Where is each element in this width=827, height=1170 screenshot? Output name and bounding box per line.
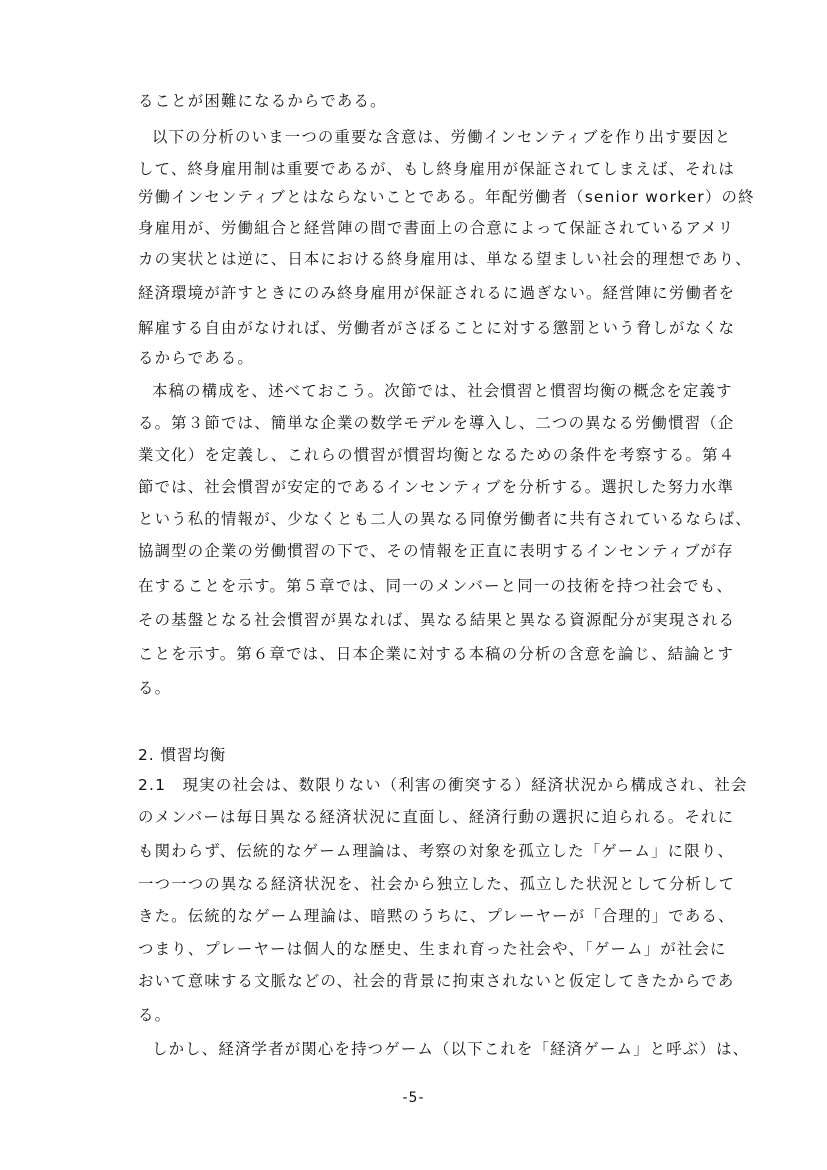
section-heading: 2. 慣習均衡 bbox=[138, 746, 227, 764]
text-line: 節では、社会慣習が安定的であるインセンティブを分析する。選択した努力水準 bbox=[138, 478, 735, 496]
text-line: おいて意味する文脈などの、社会的背景に拘束されないと仮定してきたからであ bbox=[138, 972, 735, 990]
text-line: るからである。 bbox=[138, 349, 254, 367]
text-line: 在することを示す。第５章では、同一のメンバーと同一の技術を持つ社会でも、 bbox=[138, 577, 733, 595]
text-line: カの実状とは逆に、日本における終身雇用は、単なる望ましい社会的理想であり、 bbox=[138, 250, 752, 268]
text-line: きた。伝統的なゲーム理論は、暗黙のうちに、プレーヤーが「合理的」である、 bbox=[138, 907, 735, 925]
text-line: という私的情報が、少なくとも二人の異なる同僚労働者に共有されているならば、 bbox=[138, 510, 752, 528]
text-line: 一つ一つの異なる経済状況を、社会から独立した、孤立した状況として分析して bbox=[138, 875, 736, 893]
text-line: 労働インセンティブとはならないことである。年配労働者（senior worker）の終 bbox=[138, 188, 755, 206]
text-line: ことを示す。第６章では、日本企業に対する本稿の分析の含意を論じ、結論とす bbox=[138, 645, 735, 663]
text-line: 以下の分析のいま一つの重要な含意は、労働インセンティブを作り出す要因と bbox=[152, 128, 732, 146]
text-line: る。 bbox=[138, 1006, 172, 1024]
text-line: 2.1 現実の社会は、数限りない（利害の衝突する）経済状況から構成され、社会 bbox=[138, 776, 748, 794]
text-line: る。 bbox=[138, 679, 172, 697]
text-line: 経済環境が許すときにのみ終身雇用が保証されるに過ぎない。経営陣に労働者を bbox=[138, 284, 736, 302]
page-number: -5- bbox=[402, 1090, 425, 1106]
text-line: して、終身雇用制は重要であるが、もし終身雇用が保証されてしまえば、それは bbox=[138, 160, 735, 178]
text-line: ることが困難になるからである。 bbox=[138, 92, 387, 110]
text-line: も関わらず、伝統的なゲーム理論は、考察の対象を孤立した「ゲーム」に限り、 bbox=[138, 842, 735, 860]
text-line: 本稿の構成を、述べておこう。次節では、社会慣習と慣習均衡の概念を定義す bbox=[152, 382, 733, 400]
text-line: 解雇する自由がなければ、労働者がさぼることに対する懲罰という脅しがなくな bbox=[138, 319, 736, 337]
text-line: 協調型の企業の労働慣習の下で、その情報を正直に表明するインセンティブが存 bbox=[138, 542, 734, 560]
text-line: 業文化）を定義し、これらの慣習が慣習均衡となるための条件を考察する。第４ bbox=[138, 446, 736, 464]
text-line: しかし、経済学者が関心を持つゲーム（以下これを「経済ゲーム」と呼ぶ）は、 bbox=[152, 1040, 750, 1058]
text-line: つまり、プレーヤーは個人的な歴史、生まれ育った社会や、「ゲーム」が社会に bbox=[138, 940, 727, 958]
text-line: 身雇用が、労働組合と経営陣の間で書面上の合意によって保証されているアメリ bbox=[138, 219, 735, 237]
text-line: その基盤となる社会慣習が異なれば、異なる結果と異なる資源配分が実現される bbox=[138, 611, 736, 629]
text-line: る。第３節では、簡単な企業の数学モデルを導入し、二つの異なる労働慣習（企 bbox=[138, 414, 735, 432]
text-line: のメンバーは毎日異なる経済状況に直面し、経済行動の選択に迫られる。それに bbox=[138, 808, 735, 826]
